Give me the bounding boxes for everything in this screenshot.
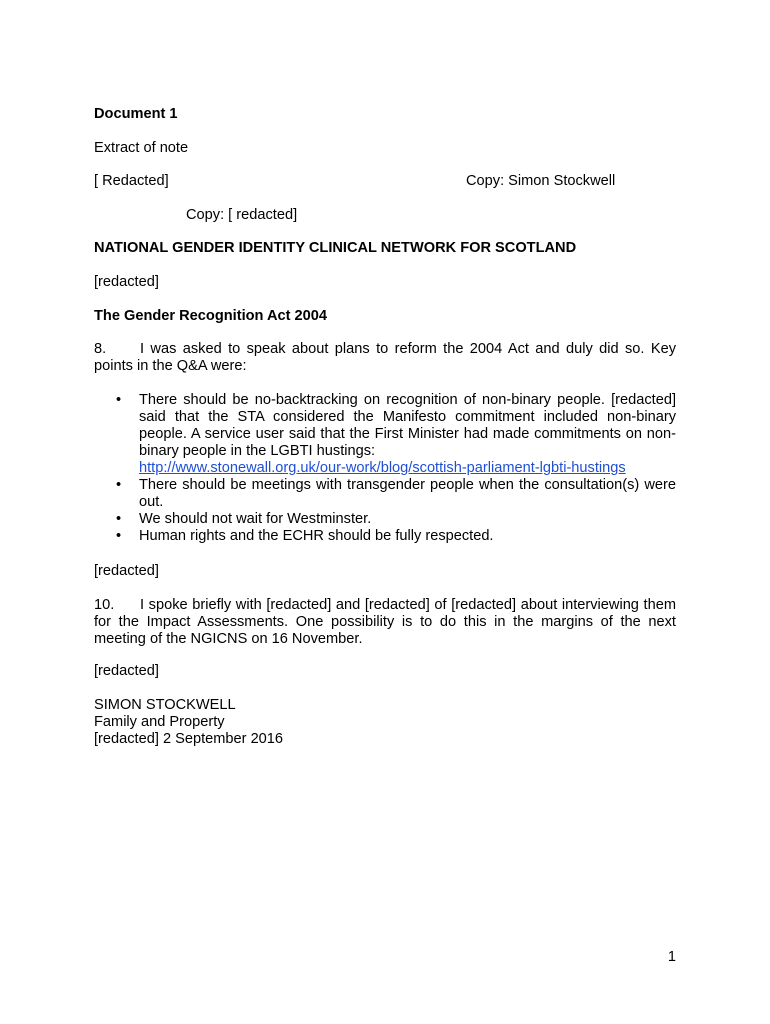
list-item-text: Human rights and the ECHR should be fully respected. xyxy=(139,528,494,544)
list-item xyxy=(94,477,676,511)
bullet-icon: • xyxy=(116,528,122,544)
paragraph-number: 10. xyxy=(94,597,115,613)
list-item-text: There should be no-backtracking on recognition of non-binary people. [redacted] said that the STA considered the Manifesto commitment included non-binary people. A service user said that the First Minister had made commitments on non-binary people in the LGBTI hustings: xyxy=(139,392,676,459)
extract-label: Extract of note xyxy=(94,140,189,156)
redacted-paragraph: [redacted] xyxy=(94,563,159,579)
stonewall-hustings-link[interactable]: http://www.stonewall.org.uk/our-work/blog/scottish-parliament-lgbti-hustings xyxy=(139,460,626,476)
bullet-icon: • xyxy=(116,477,122,493)
act-heading: The Gender Recognition Act 2004 xyxy=(94,308,328,324)
list-item-text: There should be meetings with transgender people when the consultation(s) were out. xyxy=(139,477,676,510)
signature-date: [redacted] 2 September 2016 xyxy=(94,731,284,747)
list-item xyxy=(94,511,676,528)
paragraph-text: I spoke briefly with [redacted] and [redacted] of [redacted] about interviewing them for the Impact Assessments. One possibility is to do this in the margins of the next meeting of the NGICNS on 16 November. xyxy=(94,597,676,647)
bullet-icon: • xyxy=(116,392,122,408)
bullet-icon: • xyxy=(116,511,122,527)
network-heading: NATIONAL GENDER IDENTITY CLINICAL NETWORK FOR SCOTLAND xyxy=(94,240,577,256)
copy-recipient: Copy: Simon Stockwell xyxy=(466,173,616,189)
page-number: 1 xyxy=(667,949,676,965)
paragraph-10 xyxy=(94,597,676,648)
key-points-list xyxy=(94,392,676,545)
document-title: Document 1 xyxy=(94,106,178,122)
paragraph-text: I was asked to speak about plans to reform the 2004 Act and duly did so. Key points in the Q&A were: xyxy=(94,341,676,374)
list-item xyxy=(94,392,676,477)
paragraph-number: 8. xyxy=(94,341,107,357)
list-item-text: We should not wait for Westminster. xyxy=(139,511,372,527)
signatory-division: Family and Property xyxy=(94,714,225,730)
list-item xyxy=(94,528,676,545)
redacted-paragraph: [redacted] xyxy=(94,663,159,679)
signatory-name: SIMON STOCKWELL xyxy=(94,697,236,713)
from-line: [ Redacted] xyxy=(94,173,169,189)
copy-recipient-redacted: Copy: [ redacted] xyxy=(186,207,298,223)
signature-block xyxy=(94,697,676,748)
redacted-paragraph: [redacted] xyxy=(94,274,159,290)
paragraph-8 xyxy=(94,341,676,375)
